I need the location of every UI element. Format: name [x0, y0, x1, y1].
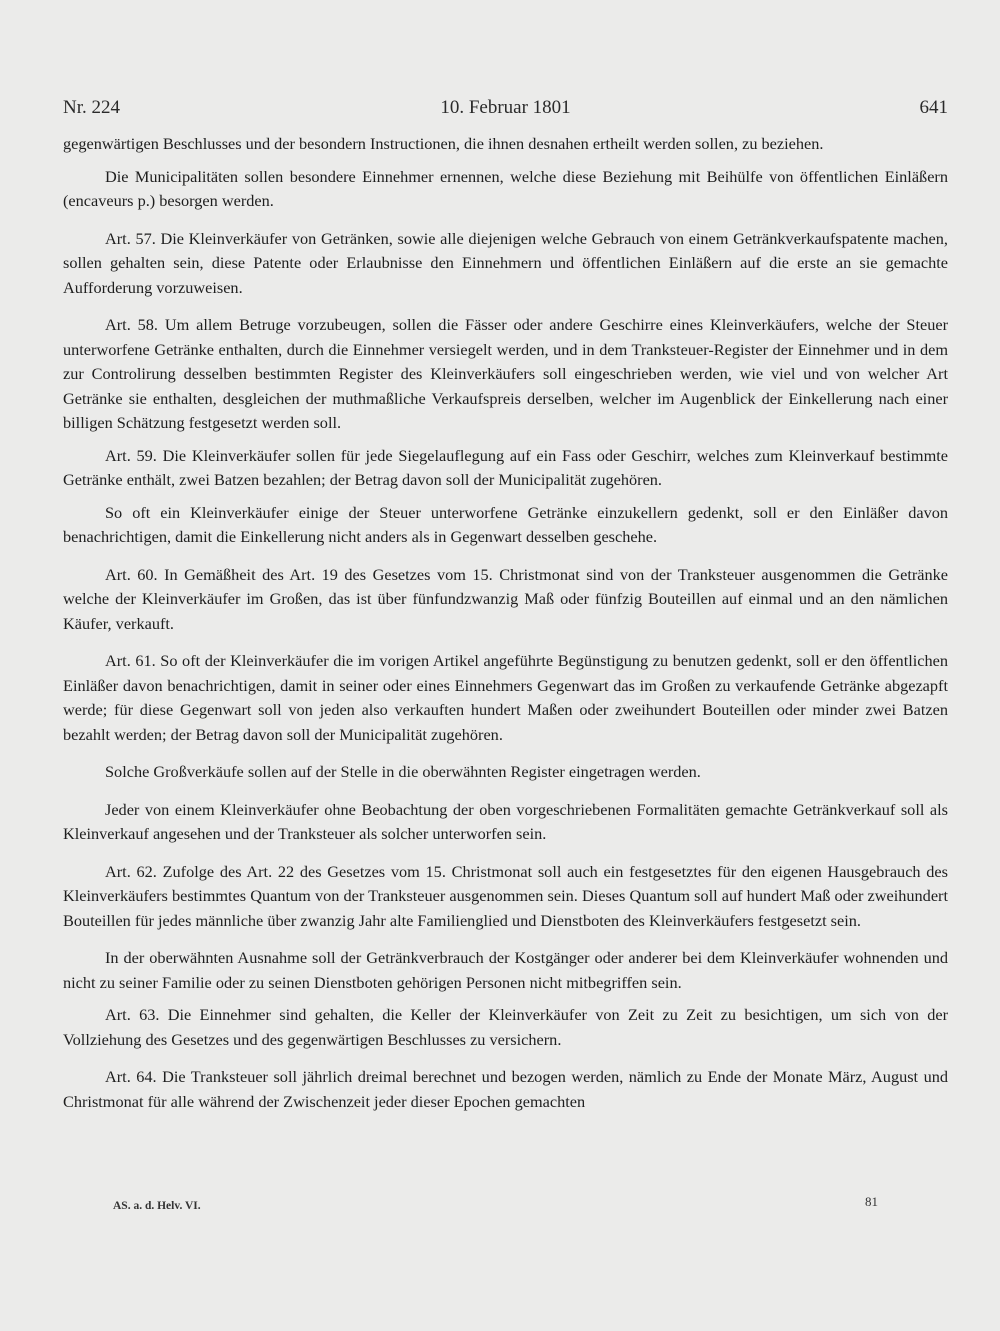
- paragraph-art-59: Art. 59. Die Kleinverkäufer sollen für jede Siegelauflegung auf ein Fass oder Geschirr, welches zum Kleinverkauf bestimmte Getränke enthält, zwei Batzen bezahlen; der Betrag davon soll der Municipalität zugehören.: [63, 445, 948, 489]
- paragraph-art-61-registers: Solche Großverkäufe sollen auf der Stelle in die oberwähnten Register eingetragen werden.: [105, 762, 701, 781]
- paragraph-art-62: Art. 62. Zufolge des Art. 22 des Gesetzes vom 15. Christmonat soll auch ein festgesetztes für den eigenen Hausgebrauch des Kleinverkäufers bestimmtes Quantum von der Tranksteuer ausgenommen sein. Dieses Quantum soll auf hundert Maß oder zweihundert Bouteillen für jedes männliche über zwanzig Jahr alte Familienglied und Dienstboten des Kleinverkäufers festgesetzt sein.: [63, 861, 948, 930]
- collection-reference: AS. a. d. Helv. VI.: [113, 1200, 201, 1212]
- body-text: [63, 132, 948, 1127]
- paragraph-municipalities: Die Municipalitäten sollen besondere Einnehmer ernennen, welche diese Beziehung mit Beihülfe von öffentlichen Einläßern (encaveurs p.) besorgen werden.: [63, 166, 948, 210]
- signature-mark: 81: [865, 1194, 878, 1209]
- page-number: 641: [919, 97, 948, 118]
- paragraph-art-63: Art. 63. Die Einnehmer sind gehalten, die Keller der Kleinverkäufer von Zeit zu Zeit zu besichtigen, um sich von der Vollziehung des Gesetzes und des gegenwärtigen Beschlusses zu versichern.: [63, 1005, 948, 1049]
- paragraph-art-64: Art. 64. Die Tranksteuer soll jährlich dreimal berechnet und bezogen werden, nämlich zu Ende der Monate März, August und Christmonat für alle während der Zwischenzeit jeder dieser Epochen gemachten: [63, 1067, 948, 1111]
- paragraph-art-61: Art. 61. So oft der Kleinverkäufer die im vorigen Artikel angeführte Begünstigung zu benutzen gedenkt, soll er den öffentlichen Einläßer davon benachrichtigen, damit in seiner oder eines Einnehmers Gegenwart das im Großen zu verkaufende Getränke abgezapft werde; für diese Gegenwart soll von jeden also verkauften hundert Maßen oder zweihundert Bouteillen oder minder zwei Batzen bezahlt werden; der Betrag davon soll der Municipalität zugehören.: [63, 651, 948, 744]
- paragraph-continuation: gegenwärtigen Beschlusses und der besondern Instructionen, die ihnen desnahen ertheilt werden sollen, zu beziehen.: [63, 134, 824, 153]
- document-date: 10. Februar 1801: [440, 97, 571, 118]
- document-number: Nr. 224: [63, 97, 120, 118]
- paragraph-art-60: Art. 60. In Gemäßheit des Art. 19 des Gesetzes vom 15. Christmonat sind von der Tranksteuer ausgenommen die Getränke welche der Kleinverkäufer im Großen, das ist über fünfundzwanzig Maß oder fünfzig Bouteillen auf einmal und an den nämlichen Käufer, verkauft.: [63, 564, 948, 633]
- paragraph-art-62-exception: In der oberwähnten Ausnahme soll der Getränkverbrauch der Kostgänger oder anderer bei dem Kleinverkäufer wohnenden und nicht zu seiner Familie oder zu seinen Dienstboten gehörigen Personen nicht mitbegriffen sein.: [63, 948, 948, 992]
- paragraph-art-59-cont: So oft ein Kleinverkäufer einige der Steuer unterworfene Getränke einzukellern gedenkt, soll er den Einläßer davon benachrichtigen, damit die Einkellerung nicht anders als in Gegenwart desselben geschehe.: [63, 502, 948, 546]
- paragraph-art-61-sales: Jeder von einem Kleinverkäufer ohne Beobachtung der oben vorgeschriebenen Formalitäten gemachte Getränkverkauf soll als Kleinverkauf angesehen und der Tranksteuer als solcher unterworfen sein.: [63, 799, 948, 843]
- paragraph-art-57: Art. 57. Die Kleinverkäufer von Getränken, sowie alle diejenigen welche Gebrauch von einem Getränkverkaufspatente machen, sollen gehalten sein, diese Patente oder Erlaubnisse den Einnehmern und öffentlichen Einläßern auf die erste an sie gemachte Aufforderung vorzuweisen.: [63, 228, 948, 297]
- running-header: [63, 97, 948, 123]
- paragraph-art-58: Art. 58. Um allem Betruge vorzubeugen, sollen die Fässer oder andere Geschirre eines Kleinverkäufers, welche der Steuer unterworfene Getränke enthalten, durch die Einnehmer versiegelt werden, und in dem Tranksteuer-Register der Einnehmer und in dem zur Controlirung desselben bestimmten Register des Kleinverkäufers soll eingeschrieben werden, wie viel und von welcher Art Getränke sie enthalten, desgleichen der muthmaßliche Verkaufspreis derselben, welcher im Augenblick der Einkellerung nach einer billigen Schätzung festgesetzt werden soll.: [63, 315, 948, 432]
